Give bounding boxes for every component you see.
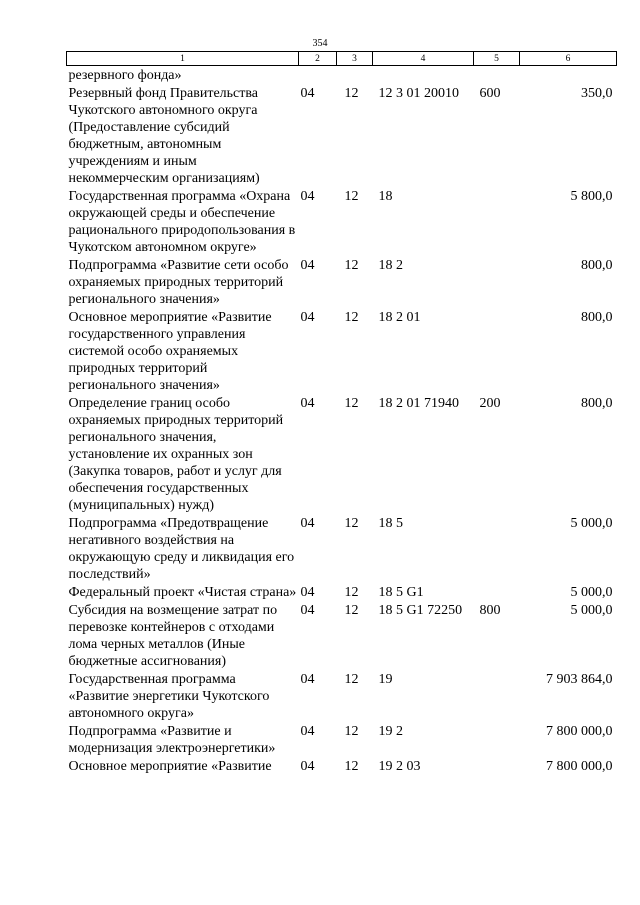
cell-target: 12 3 01 20010 [378, 86, 459, 101]
cell-name: Подпрограмма «Предотвращение негативного воздействия на окружающую среду и ликвидация его последствий» [68, 516, 298, 582]
table-row [67, 84, 617, 187]
cell-name: резервного фонда» [68, 68, 182, 83]
header-col-1: 1 [67, 52, 299, 66]
cell-subsection: 12 [344, 585, 359, 600]
table-row [67, 757, 617, 775]
cell-type [474, 308, 520, 394]
cell-target: 18 5 [378, 516, 403, 531]
cell-name: Основное мероприятие «Развитие государственного управления системой особо охраняемых природных территорий регионального значения» [68, 310, 276, 393]
cell-target: 19 2 [378, 724, 403, 739]
header-col-2: 2 [299, 52, 337, 66]
cell-amount: 5 000,0 [570, 516, 613, 531]
cell-name: Определение границ особо охраняемых природных территорий регионального значения, установление их охранных зон (Закупка товаров, работ и услуг для обеспечения государственных (муниципальных) нужд) [68, 396, 287, 513]
cell-section: 04 [300, 396, 315, 411]
table-row [67, 601, 617, 670]
cell-amount: 350,0 [581, 86, 613, 101]
cell-name: Основное мероприятие «Развитие [68, 759, 272, 774]
table-row [67, 722, 617, 757]
table-header [67, 52, 617, 66]
cell-type [474, 256, 520, 308]
cell-amount: 7 800 000,0 [546, 759, 613, 774]
cell-target: 18 5 G1 [378, 585, 424, 600]
header-col-4: 4 [373, 52, 474, 66]
cell-name: Подпрограмма «Развитие и модернизация электроэнергетики» [68, 724, 276, 756]
cell-target: 18 2 [378, 258, 403, 273]
cell-section: 04 [300, 516, 315, 531]
cell-subsection: 12 [344, 724, 359, 739]
cell-subsection: 12 [344, 759, 359, 774]
cell-amount: 5 000,0 [570, 585, 613, 600]
cell-target: 18 2 01 71940 [378, 396, 459, 411]
table-row [67, 670, 617, 722]
cell-amount: 5 000,0 [570, 603, 613, 618]
cell-type [474, 66, 520, 85]
cell-section: 04 [300, 86, 315, 101]
header-col-5: 5 [474, 52, 520, 66]
cell-target: 18 [378, 189, 393, 204]
table-row [67, 514, 617, 583]
cell-subsection: 12 [344, 258, 359, 273]
cell-subsection: 12 [344, 672, 359, 687]
cell-name: Федеральный проект «Чистая страна» [68, 585, 297, 600]
cell-target: 18 5 G1 72250 [378, 603, 463, 618]
cell-type [474, 583, 520, 601]
page-number: 354 [312, 38, 328, 49]
cell-target: 19 [378, 672, 393, 687]
cell-name: Подпрограмма «Развитие сети особо охраняемых природных территорий регионального значения» [68, 258, 292, 307]
cell-subsection: 12 [344, 310, 359, 325]
cell-amount: 800,0 [581, 310, 613, 325]
cell-name: Субсидия на возмещение затрат по перевозке контейнеров с отходами лома черных металлов (Иные бюджетные ассигнования) [68, 603, 281, 669]
cell-type [474, 670, 520, 722]
cell-type [474, 187, 520, 256]
cell-type [474, 514, 520, 583]
cell-subsection [337, 66, 373, 85]
cell-subsection: 12 [344, 516, 359, 531]
cell-type: 200 [479, 396, 501, 411]
cell-type [474, 757, 520, 775]
table-row [67, 394, 617, 514]
header-col-3: 3 [337, 52, 373, 66]
header-row [67, 52, 617, 66]
table-row [67, 583, 617, 601]
cell-subsection: 12 [344, 189, 359, 204]
budget-table [66, 51, 617, 775]
cell-amount: 7 800 000,0 [546, 724, 613, 739]
cell-type [474, 722, 520, 757]
cell-name: Государственная программа «Развитие энергетики Чукотского автономного округа» [68, 672, 273, 721]
cell-section: 04 [300, 759, 315, 774]
table-row [67, 187, 617, 256]
cell-section: 04 [300, 189, 315, 204]
cell-amount: 800,0 [581, 258, 613, 273]
cell-section: 04 [300, 258, 315, 273]
cell-section: 04 [300, 603, 315, 618]
header-col-6: 6 [520, 52, 617, 66]
cell-subsection: 12 [344, 603, 359, 618]
cell-target: 18 2 01 [378, 310, 421, 325]
cell-type: 800 [479, 603, 501, 618]
cell-section: 04 [300, 672, 315, 687]
cell-amount: 5 800,0 [570, 189, 613, 204]
cell-target [373, 66, 474, 85]
table-row [67, 66, 617, 85]
cell-subsection: 12 [344, 86, 359, 101]
cell-section [299, 66, 337, 85]
cell-target: 19 2 03 [378, 759, 421, 774]
cell-section: 04 [300, 724, 315, 739]
table-body [67, 66, 617, 776]
cell-amount: 800,0 [581, 396, 613, 411]
cell-amount [520, 66, 617, 85]
cell-name: Государственная программа «Охрана окружающей среды и обеспечение рационального природопользования в Чукотском автономном округе» [68, 189, 299, 255]
cell-type: 600 [479, 86, 501, 101]
cell-amount: 7 903 864,0 [546, 672, 613, 687]
table-row [67, 308, 617, 394]
cell-subsection: 12 [344, 396, 359, 411]
cell-section: 04 [300, 310, 315, 325]
cell-section: 04 [300, 585, 315, 600]
table-row [67, 256, 617, 308]
cell-name: Резервный фонд Правительства Чукотского автономного округа (Предоставление субсидий бюджетным, автономным учреждениям и иным некоммерческим организациям) [68, 86, 262, 186]
